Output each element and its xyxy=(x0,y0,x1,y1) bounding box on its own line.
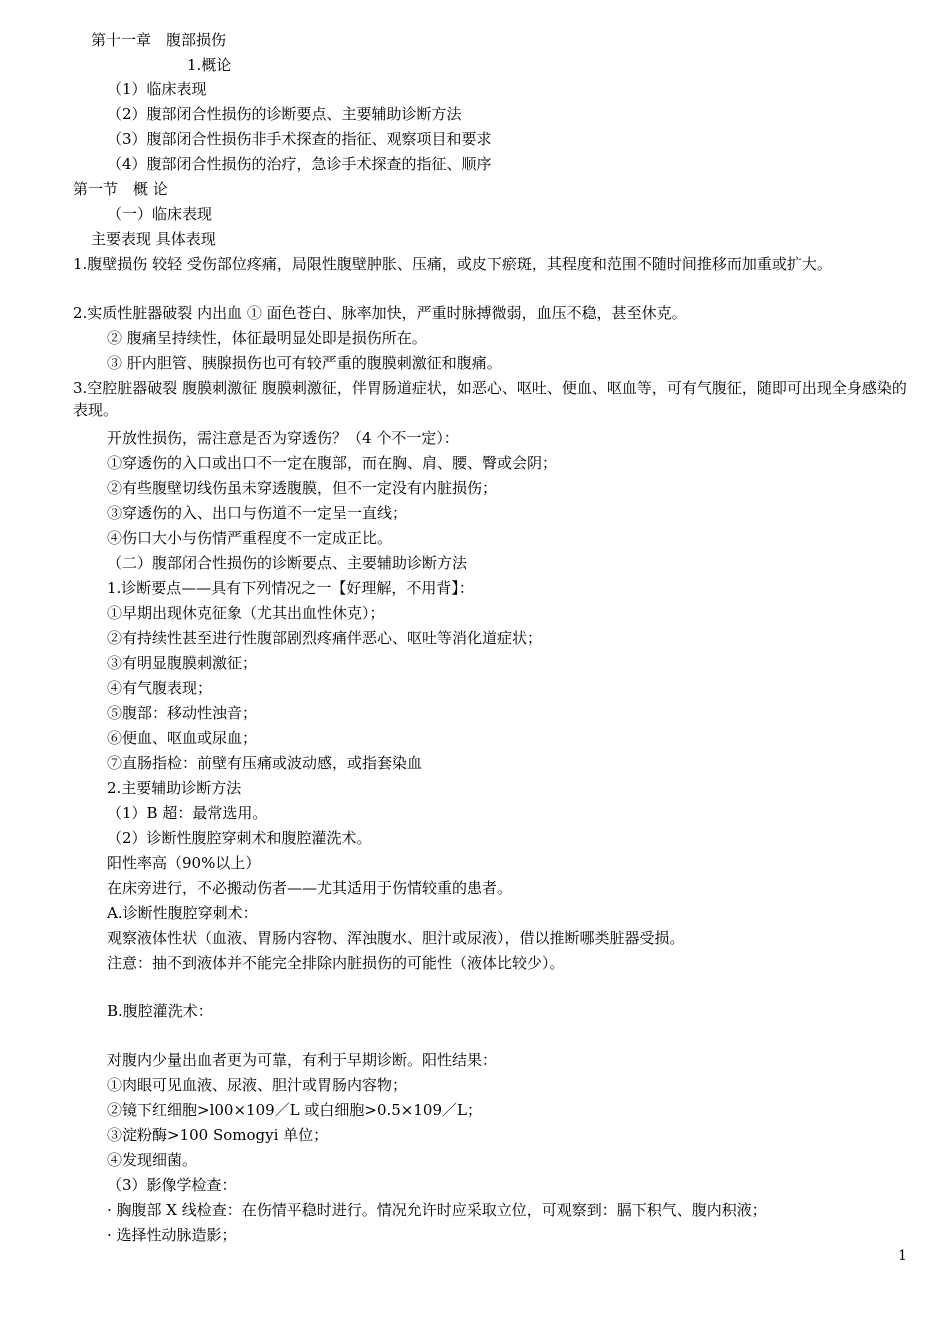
paragraph-line: 1.腹壁损伤 较轻 受伤部位疼痛，局限性腹壁肿胀、压痛，或皮下瘀斑，其程度和范围不随时间推移而加重或扩大。 xyxy=(73,255,832,273)
paragraph-line: （3）影像学检查： xyxy=(107,1176,237,1194)
list-item: ⑤腹部：移动性浊音； xyxy=(107,704,258,722)
outline-item: （3）腹部闭合性损伤非手术探查的指征、观察项目和要求 xyxy=(107,130,492,148)
paragraph-line: A.诊断性腹腔穿刺术： xyxy=(107,904,258,922)
outline-item: （1）临床表现 xyxy=(107,80,207,98)
paragraph-line: 注意：抽不到液体并不能完全排除内脏损伤的可能性（液体比较少）。 xyxy=(107,954,565,972)
list-item: ③淀粉酶>100 Somogyi 单位； xyxy=(107,1126,329,1144)
list-item: ①肉眼可见血液、尿液、胆汁或胃肠内容物； xyxy=(107,1076,408,1094)
list-item: · 选择性动脉造影； xyxy=(107,1226,237,1244)
subsection-heading: （二）腹部闭合性损伤的诊断要点、主要辅助诊断方法 xyxy=(107,554,468,572)
list-item: ①穿透伤的入口或出口不一定在腹部，而在胸、肩、腰、臀或会阴； xyxy=(107,454,558,472)
paragraph-line: （2）诊断性腹腔穿刺术和腹腔灌洗术。 xyxy=(107,829,372,847)
paragraph-line: ② 腹痛呈持续性，体征最明显处即是损伤所在。 xyxy=(107,329,427,347)
paragraph-line: B.腹腔灌洗术： xyxy=(107,1002,213,1020)
paragraph-line: 开放性损伤，需注意是否为穿透伤？（4 个不一定）： xyxy=(107,429,459,447)
chapter-title: 第十一章 腹部损伤 xyxy=(91,31,227,49)
paragraph-line: ③ 肝内胆管、胰腺损伤也可有较严重的腹膜刺激征和腹痛。 xyxy=(107,354,502,372)
list-item: ③穿透伤的入、出口与伤道不一定呈一直线； xyxy=(107,504,408,522)
paragraph-line: 2.主要辅助诊断方法 xyxy=(107,779,242,797)
list-item: ②有些腹壁切线伤虽未穿透腹膜，但不一定没有内脏损伤； xyxy=(107,479,498,497)
list-item: ④伤口大小与伤情严重程度不一定成正比。 xyxy=(107,529,393,547)
list-item: ④发现细菌。 xyxy=(107,1151,198,1169)
page-number: 1 xyxy=(898,1248,907,1264)
list-item: ⑥便血、呕血或尿血； xyxy=(107,729,258,747)
section-title: 第一节 概 论 xyxy=(73,180,168,198)
paragraph-line: 阳性率高（90%以上） xyxy=(107,854,261,872)
paragraph-line: 主要表现 具体表现 xyxy=(91,230,216,248)
outline-item: （2）腹部闭合性损伤的诊断要点、主要辅助诊断方法 xyxy=(107,105,462,123)
paragraph-line: 1.诊断要点——具有下列情况之一【好理解，不用背】： xyxy=(107,579,474,597)
paragraph-line: 3.空腔脏器破裂 腹膜刺激征 腹膜刺激征，伴胃肠道症状，如恶心、呕吐、便血、呕血等，可有气腹征，随即可出现全身感染的表现。 xyxy=(73,379,907,419)
list-item: ⑦直肠指检：前壁有压痛或波动感，或指套染血 xyxy=(107,754,423,772)
list-item: ②镜下红细胞>l00×109／L 或白细胞>0.5×109／L； xyxy=(107,1101,482,1119)
list-item: ①早期出现休克征象（尤其出血性休克）； xyxy=(107,604,385,622)
list-item: ③有明显腹膜刺激征； xyxy=(107,654,258,672)
paragraph-line: 观察液体性状（血液、胃肠内容物、浑浊腹水、胆汁或尿液），借以推断哪类脏器受损。 xyxy=(107,929,685,947)
list-item: · 胸腹部 X 线检查：在伤情平稳时进行。情况允许时应采取立位，可观察到：膈下积气、腹内积液； xyxy=(107,1201,767,1219)
outline-item: （4）腹部闭合性损伤的治疗，急诊手术探查的指征、顺序 xyxy=(107,155,492,173)
list-item: ②有持续性甚至进行性腹部剧烈疼痛伴恶心、呕吐等消化道症状； xyxy=(107,629,543,647)
list-item: ④有气腹表现； xyxy=(107,679,213,697)
paragraph-line: （1）B 超：最常选用。 xyxy=(107,804,268,822)
paragraph-line: 对腹内少量出血者更为可靠，有利于早期诊断。阳性结果： xyxy=(107,1051,498,1069)
paragraph-line: 2.实质性脏器破裂 内出血 ① 面色苍白、脉率加快，严重时脉搏微弱，血压不稳，甚至休克。 xyxy=(73,304,687,322)
subsection-heading: （一）临床表现 xyxy=(107,205,213,223)
section-heading: 1.概论 xyxy=(187,56,232,74)
paragraph-line: 在床旁进行，不必搬动伤者——尤其适用于伤情较重的患者。 xyxy=(107,879,513,897)
